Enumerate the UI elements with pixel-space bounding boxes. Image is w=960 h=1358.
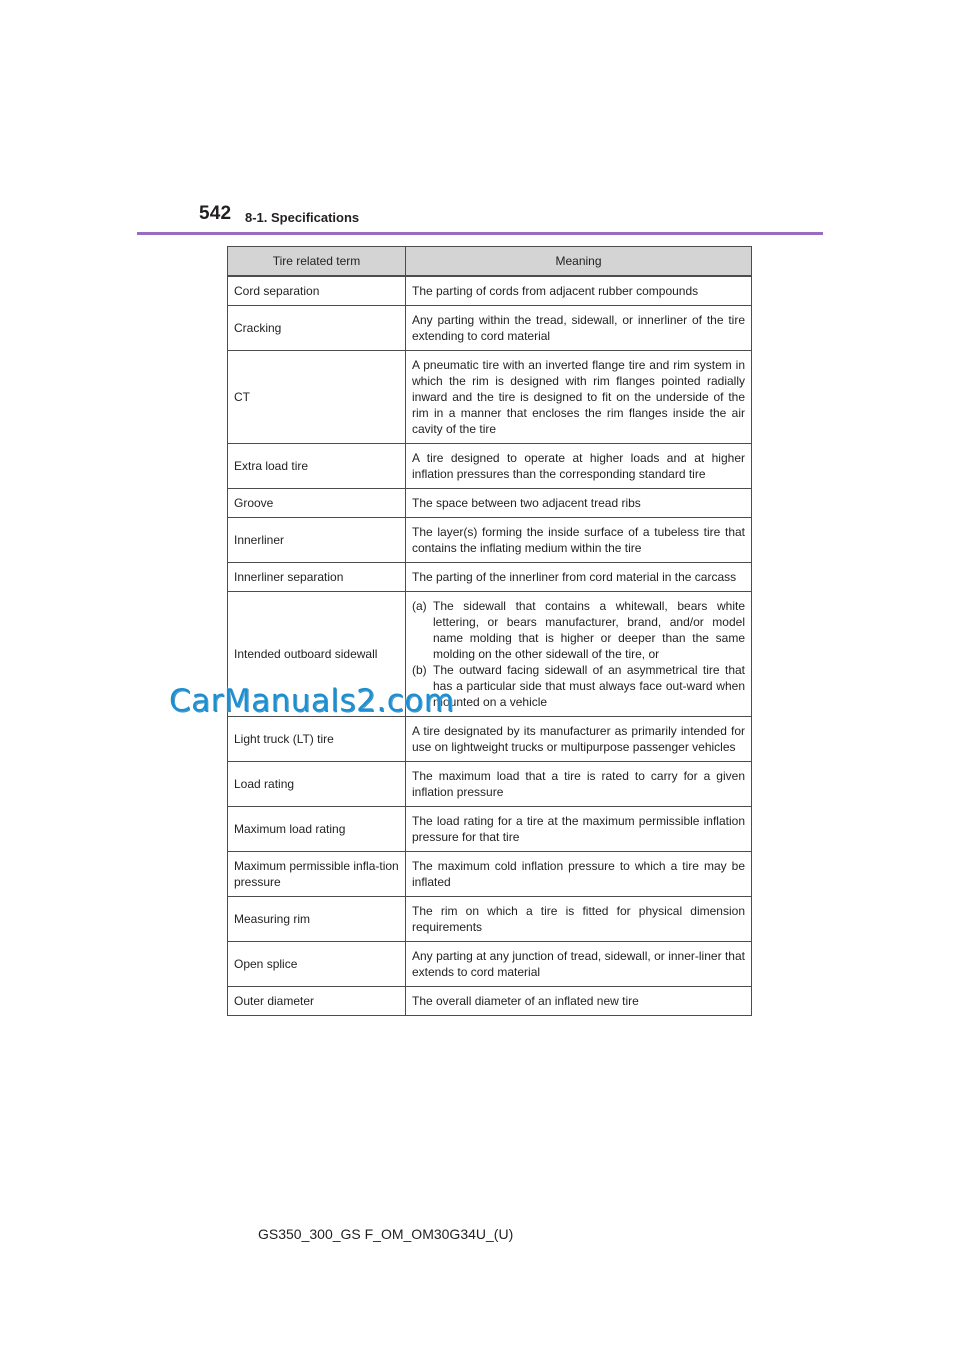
term-cell: Innerliner separation xyxy=(228,563,406,592)
meaning-cell: The maximum cold inflation pressure to which a tire may be inflated xyxy=(406,852,752,897)
meaning-cell: The space between two adjacent tread ribs xyxy=(406,489,752,518)
term-cell: Extra load tire xyxy=(228,444,406,489)
meaning-cell xyxy=(406,592,752,717)
table-row xyxy=(228,306,752,351)
column-header-meaning: Meaning xyxy=(406,247,752,277)
term-cell: CT xyxy=(228,351,406,444)
table-row xyxy=(228,717,752,762)
sub-list-marker: (a) xyxy=(412,599,427,613)
table-row xyxy=(228,987,752,1016)
meaning-cell: The rim on which a tire is fitted for physical dimension requirements xyxy=(406,897,752,942)
term-cell: Innerliner xyxy=(228,518,406,563)
meaning-cell: The overall diameter of an inflated new tire xyxy=(406,987,752,1016)
table-row xyxy=(228,351,752,444)
meaning-cell: A pneumatic tire with an inverted flange tire and rim system in which the rim is designed with rim flanges pointed radially inward and the tire is designed to fit on the underside of the rim in a manner that encloses the rim flanges inside the air cavity of the tire xyxy=(406,351,752,444)
term-cell: Open splice xyxy=(228,942,406,987)
document-code: GS350_300_GS F_OM_OM30G34U_(U) xyxy=(258,1226,514,1242)
term-cell: Groove xyxy=(228,489,406,518)
table-row xyxy=(228,852,752,897)
term-cell: Maximum permissible infla-tion pressure xyxy=(228,852,406,897)
table-row xyxy=(228,276,752,306)
meaning-cell: The maximum load that a tire is rated to carry for a given inflation pressure xyxy=(406,762,752,807)
term-cell: Measuring rim xyxy=(228,897,406,942)
sub-list-item xyxy=(412,598,745,662)
meaning-cell: The load rating for a tire at the maximum permissible inflation pressure for that tire xyxy=(406,807,752,852)
meaning-cell: The parting of cords from adjacent rubber compounds xyxy=(406,276,752,306)
table-row xyxy=(228,518,752,563)
section-title: 8-1. Specifications xyxy=(245,210,360,225)
term-cell: Intended outboard sidewall xyxy=(228,592,406,717)
table-row xyxy=(228,563,752,592)
meaning-cell: The parting of the innerliner from cord material in the carcass xyxy=(406,563,752,592)
header-divider xyxy=(137,232,823,235)
sub-list-item xyxy=(412,662,745,710)
watermark-logo: CarManuals2.com xyxy=(169,683,455,719)
table-row xyxy=(228,942,752,987)
sub-list-text: The sidewall that contains a whitewall, bears white lettering, or bears manufacturer, brand, and/or model name molding that is higher or deeper than the same molding on the other sidewall of the tire, or xyxy=(433,599,745,661)
table-header-row xyxy=(228,247,752,277)
meaning-sub-list xyxy=(412,598,745,710)
tire-terms-table xyxy=(227,246,752,1016)
meaning-cell: Any parting at any junction of tread, sidewall, or inner-liner that extends to cord material xyxy=(406,942,752,987)
meaning-cell: A tire designed to operate at higher loads and at higher inflation pressures than the corresponding standard tire xyxy=(406,444,752,489)
term-cell: Cord separation xyxy=(228,276,406,306)
term-cell: Cracking xyxy=(228,306,406,351)
sub-list-text: The outward facing sidewall of an asymmetrical tire that has a particular side that must always face out-ward when mounted on a vehicle xyxy=(433,663,745,709)
term-cell: Load rating xyxy=(228,762,406,807)
page-number: 542 xyxy=(199,203,232,224)
table-row xyxy=(228,897,752,942)
table-row xyxy=(228,762,752,807)
table-row xyxy=(228,807,752,852)
term-cell: Light truck (LT) tire xyxy=(228,717,406,762)
meaning-cell: A tire designated by its manufacturer as primarily intended for use on lightweight trucks or multipurpose passenger vehicles xyxy=(406,717,752,762)
column-header-term: Tire related term xyxy=(228,247,406,277)
table-row xyxy=(228,444,752,489)
term-cell: Maximum load rating xyxy=(228,807,406,852)
term-cell: Outer diameter xyxy=(228,987,406,1016)
sub-list-marker: (b) xyxy=(412,663,427,677)
table-row xyxy=(228,489,752,518)
meaning-cell: The layer(s) forming the inside surface of a tubeless tire that contains the inflating medium within the tire xyxy=(406,518,752,563)
meaning-cell: Any parting within the tread, sidewall, or innerliner of the tire extending to cord material xyxy=(406,306,752,351)
